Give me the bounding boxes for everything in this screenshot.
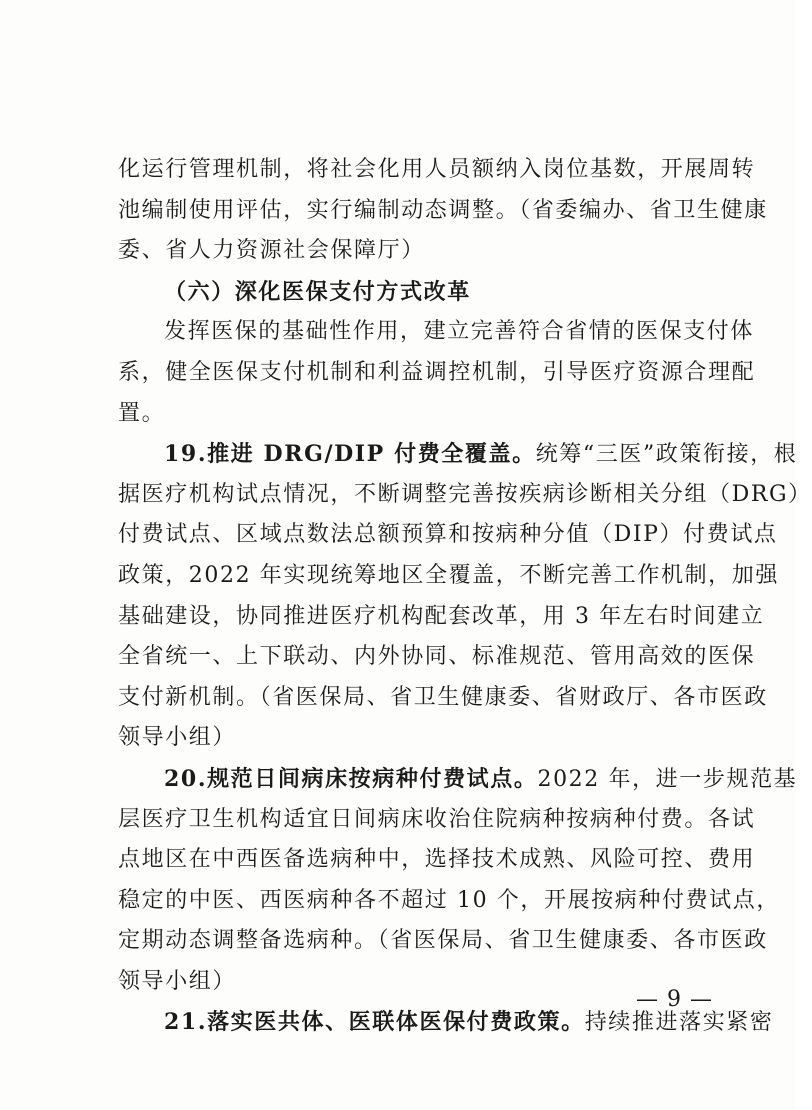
paragraph-line: 化运行管理机制，将社会化用人员额纳入岗位基数，开展周转 xyxy=(118,157,756,182)
document-body xyxy=(118,150,812,1043)
paragraph-line: 点地区在中西医备选病种中，选择技术成熟、风险可控、费用 xyxy=(118,847,756,873)
paragraph-line: 层医疗卫生机构适宜日间病床收治住院病种按病种付费。各试 xyxy=(118,806,756,832)
item-19-lead-text: 统筹“三医”政策衔接，根 xyxy=(535,442,798,468)
item-19-title: 19.推进 DRG/DIP 付费全覆盖。 xyxy=(164,441,536,468)
paragraph-line: 系，健全医保支付机制和利益调控机制，引导医疗资源合理配 xyxy=(118,359,756,385)
paragraph-line: 全省统一、上下联动、内外协同、标准规范、管用高效的医保 xyxy=(118,644,756,670)
paragraph-line: 付费试点、区域点数法总额预算和按病种分值（DIP）付费试点 xyxy=(118,522,778,548)
paragraph-line: 据医疗机构试点情况，不断调整完善按疾病诊断相关分组（DRG） xyxy=(118,481,812,507)
section-heading-text: （六）深化医保支付方式改革 xyxy=(164,278,471,305)
paragraph-line: 委、省人力资源社会保障厅） xyxy=(118,238,425,264)
item-20-first-line xyxy=(118,759,798,800)
paragraph-line: 定期动态调整备选病种。（省医保局、省卫生健康委、各市医政 xyxy=(118,928,768,954)
item-20-lead-text: 2022 年，进一步规范基 xyxy=(537,766,798,792)
paragraph-line: 置。 xyxy=(118,400,166,426)
page-number: — 9 — xyxy=(636,987,713,1012)
paragraph-line: 池编制使用评估，实行编制动态调整。（省委编办、省卫生健康 xyxy=(118,197,768,223)
paragraph-line: 发挥医保的基础性作用，建立完善符合省情的医保支付体 xyxy=(164,319,755,345)
item-21-title: 21.落实医共体、医联体医保付费政策。 xyxy=(164,1009,585,1036)
paragraph-line: 领导小组） xyxy=(118,968,237,994)
paragraph-line: 政策，2022 年实现统筹地区全覆盖，不断完善工作机制，加强 xyxy=(118,562,779,588)
paragraph-line: 基础建设，协同推进医疗机构配套改革，用 3 年左右时间建立 xyxy=(118,603,765,629)
item-21-lead-text: 持续推进落实紧密 xyxy=(584,1010,774,1036)
paragraph-line: 稳定的中医、西医病种各不超过 10 个，开展按病种付费试点， xyxy=(118,887,780,913)
item-21-first-line xyxy=(118,1002,774,1043)
paragraph-line: 领导小组） xyxy=(118,725,237,751)
item-20-title: 20.规范日间病床按病种付费试点。 xyxy=(164,765,538,792)
paragraph-line: 支付新机制。（省医保局、省卫生健康委、省财政厅、各市医政 xyxy=(118,684,768,710)
section-heading xyxy=(118,272,700,313)
item-19-first-line xyxy=(118,434,798,475)
